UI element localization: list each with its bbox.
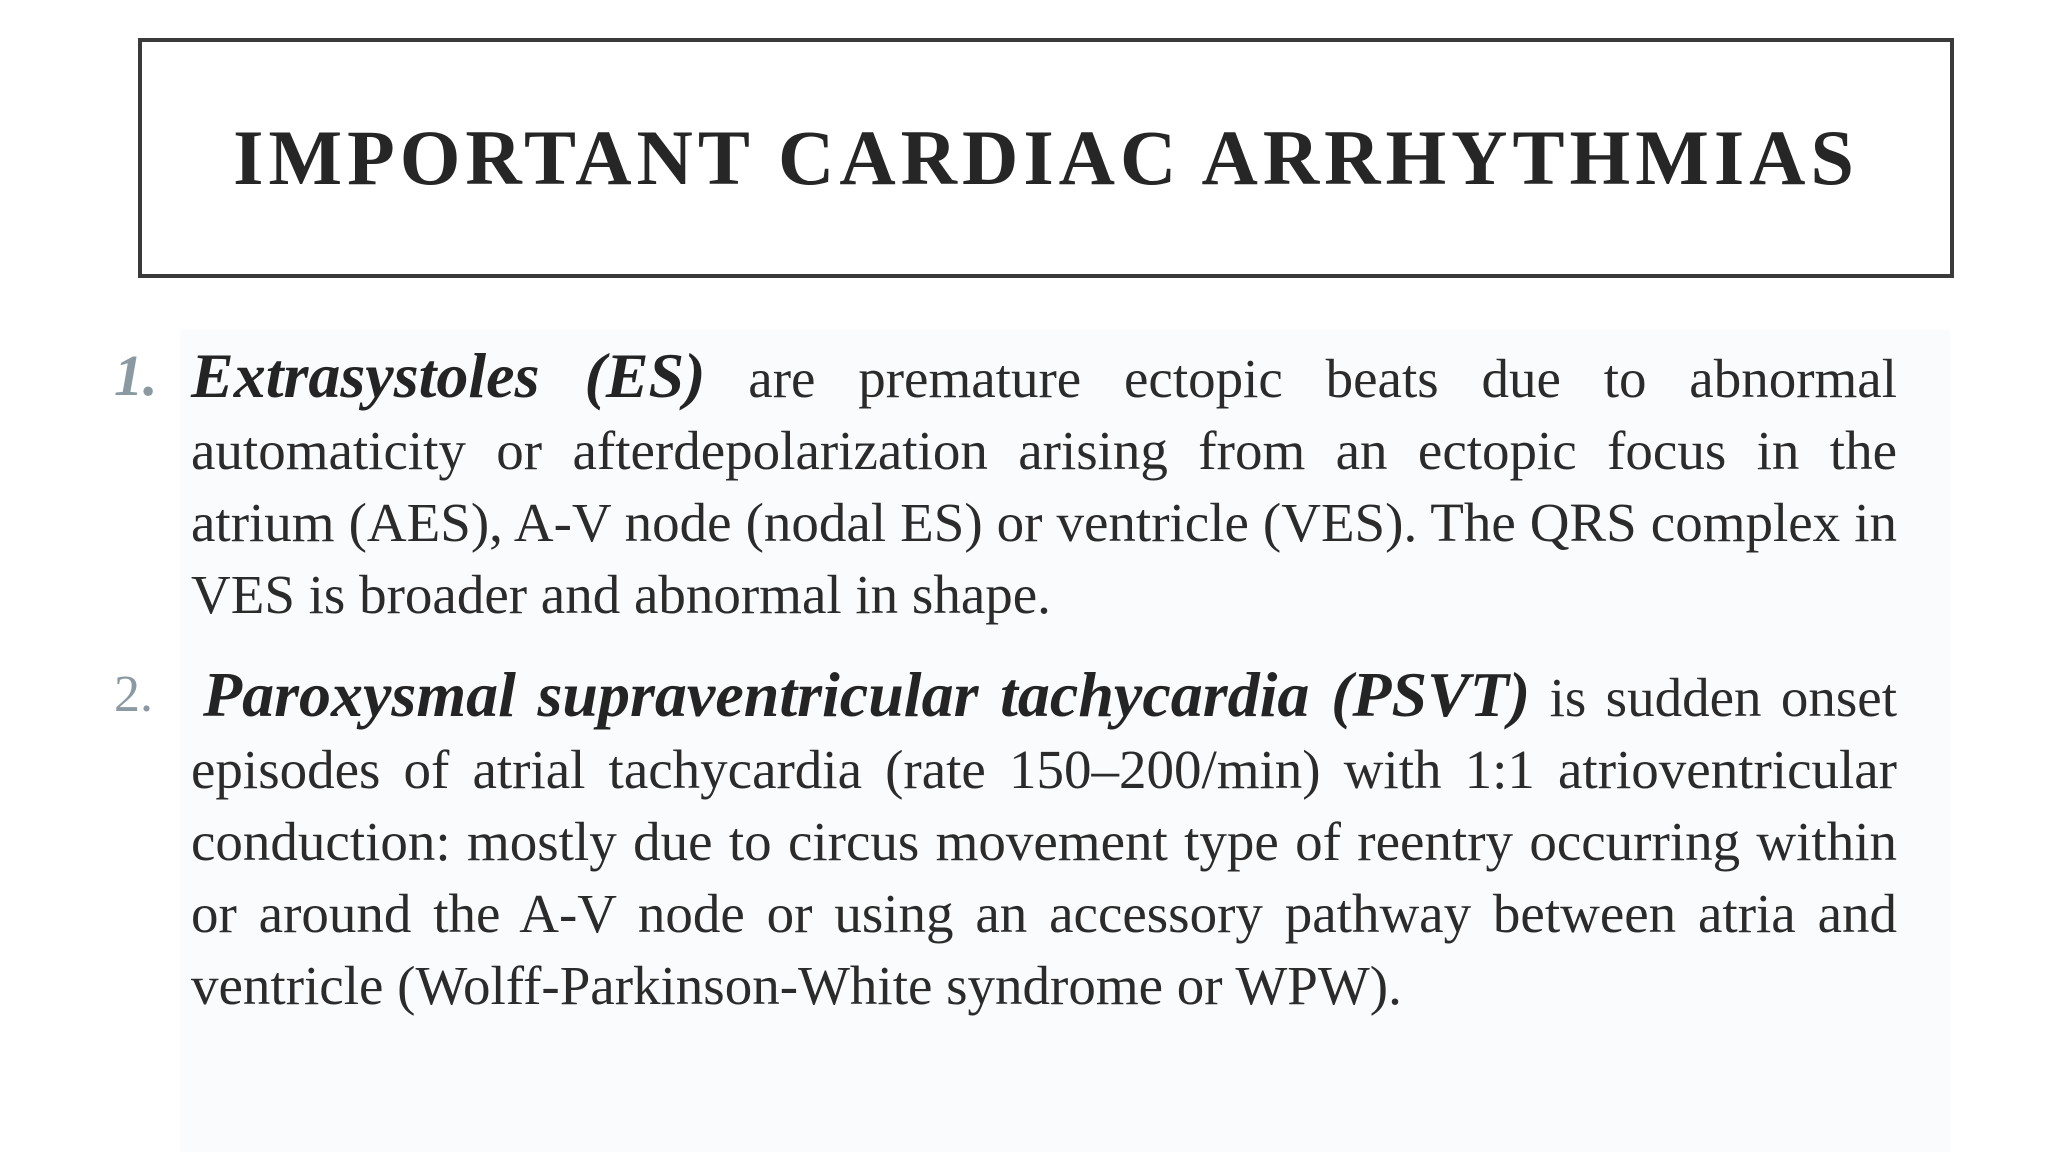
list-number: 2. xyxy=(114,666,153,723)
description-extrasystoles: are premature ectopic beats due to abnormal automaticity or afterdepolarization arising from an ectopic focus in the atrium (AES), A-V node (nodal ES) or ventricle (VES). The QRS complex in VES is broader and abnormal in shape. xyxy=(191,348,1897,625)
slide-title: IMPORTANT CARDIAC ARRHYTHMIAS xyxy=(233,114,1859,201)
arrhythmia-list xyxy=(0,340,2048,1022)
term-extrasystoles: Extrasystoles (ES) xyxy=(191,340,706,411)
term-psvt: Paroxysmal supraventricular tachycardia (PSVT) xyxy=(203,659,1531,730)
list-number: 1. xyxy=(114,343,158,408)
title-box xyxy=(138,38,1954,278)
list-item-psvt xyxy=(114,659,1897,1022)
list-item-extrasystoles xyxy=(114,340,1897,631)
description-psvt: is sudden onset episodes of atrial tachycardia (rate 150–200/min) with 1:1 atrioventricular conduction: mostly due to circus movement type of reentry occurring within or around the A-V node or using an accessory pathway between atria and ventricle (Wolff-Parkinson-White syndrome or WPW). xyxy=(191,667,1897,1016)
